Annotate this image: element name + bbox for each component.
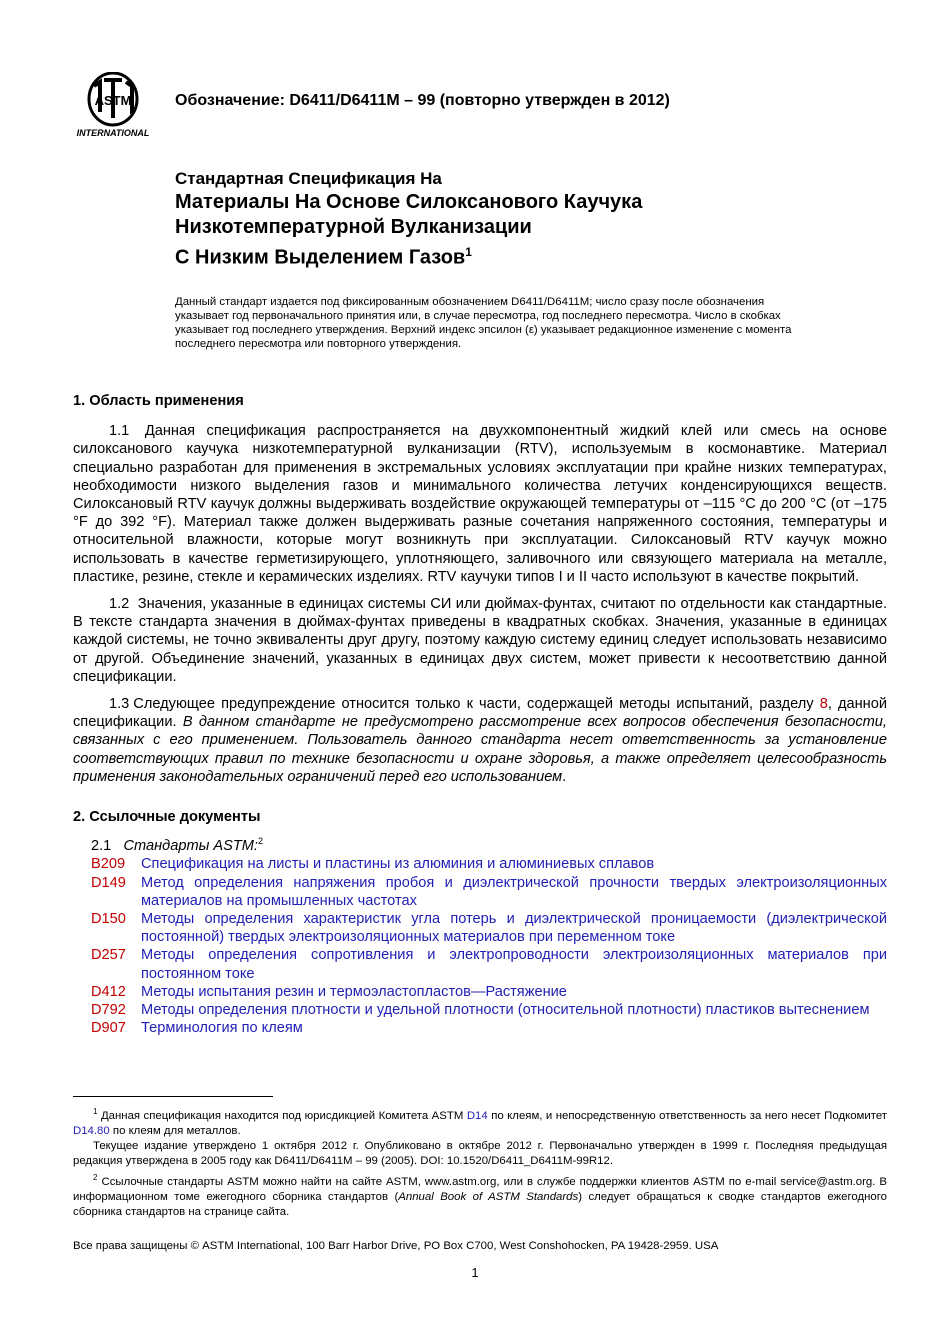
astm-standards-subheading: 2.1 Стандарты ASTM:$^2$ bbox=[91, 836, 264, 855]
reference-title-link[interactable]: Терминология по клеям bbox=[141, 1020, 303, 1037]
section-8-link[interactable]: 8 bbox=[819, 696, 828, 713]
reference-title-link[interactable]: Методы определения характеристик угла потерь и диэлектрической проницаемости (диэлектрической постоянной) твердых электроизоляционных материалов при переменном токе bbox=[141, 910, 887, 946]
reference-code-link[interactable]: D907 bbox=[91, 1020, 126, 1037]
reference-title-link[interactable]: Методы определения сопротивления и электропроводности электроизоляционных материалов при постоянном токе bbox=[141, 947, 887, 982]
preface-note: Данный стандарт издается под фиксированным обозначением D6411/D6411M; число сразу после обозначения указывает год первоначального принятия или, в случае пересмотра, год последнего пересмотра. Число в скобках указывает год последнего утверждения. Верхний индекс эпсилон (ε) указывает редакционное изменение с момента последнего пересмотра или повторного утверждения. bbox=[175, 296, 792, 350]
svg-text:ASTM: ASTM bbox=[94, 93, 132, 108]
reference-code-link[interactable]: D150 bbox=[91, 910, 126, 927]
reference-item bbox=[73, 1019, 887, 1037]
subcommittee-d14-80-link[interactable]: D14.80 bbox=[73, 1125, 110, 1137]
title-line-2: Низкотемпературной Вулканизации bbox=[175, 216, 532, 238]
committee-d14-link[interactable]: D14 bbox=[466, 1109, 488, 1122]
reference-list bbox=[73, 855, 887, 1037]
svg-text:INTERNATIONAL: INTERNATIONAL bbox=[76, 128, 150, 138]
astm-logo bbox=[70, 72, 156, 140]
reference-item bbox=[73, 1001, 887, 1019]
reference-title-link[interactable]: Спецификация на листы и пластины из алюминия и алюминиевых сплавов bbox=[141, 856, 655, 873]
reference-code-link[interactable]: D412 bbox=[91, 983, 126, 1000]
reference-item bbox=[73, 855, 887, 873]
reference-title-link[interactable]: Методы определения плотности и удельной плотности (относительной плотности) пластиков вытеснением bbox=[141, 1001, 870, 1018]
footnote-1-edition: Текущее издание утверждено 1 октября 2012 г. Опубликовано в октябре 2012 г. Первоначально утвержден в 1999 г. Последняя предыдущая редакция утверждена в 2005 году как D6411/D6411M – 99 (2005). DOI: 10.1520/D6411_D6411M-99R12. bbox=[73, 1140, 887, 1168]
footnote-divider bbox=[73, 1096, 273, 1097]
paragraph-1-2: 1.2 Значения, указанные в единицах системы СИ или дюймах-фунтах, считают по отдельности как стандартные. В тексте стандарта значения в дюймах-фунтах приведены в квадратных скобках. Значения, указанные в единицах каждой системы, не точно эквиваленты друг другу, поэтому каждую систему единиц следует использовать независимо от другой. Объединение значений, указанных в единицах двух систем, может привести к несоответствию данной спецификации. bbox=[73, 596, 887, 685]
reference-item bbox=[73, 946, 887, 982]
section-1-heading: 1. Область применения bbox=[73, 393, 244, 409]
reference-code-link[interactable]: D257 bbox=[91, 947, 126, 964]
title-line-1: Материалы На Основе Силоксанового Каучука bbox=[175, 191, 643, 213]
reference-item bbox=[73, 910, 887, 946]
paragraph-1-1: 1.1 Данная спецификация распространяется на двухкомпонентный жидкий клей или смесь на основе силоксанового каучука низкотемпературной вулканизации (RTV), используемым в космонавтике. Материал специально разработан для применения в экстремальных условиях эксплуатации при крайне низких температурах, необходимости низкого выделения газов и минимального количества летучих конденсирующихся веществ. Силоксановый RTV каучук должны выдерживать воздействие окружающей температуры от –115 °C до 200 °C (от –175 °F до 392 °F). Материал также должен выдерживать разные сочетания напряженного состояния, температуры и относительной влажности, которые могут возникнуть при эксплуатации. Силоксановый RTV каучук можно использовать в качестве герметизирующего, уплотняющего, заливочного или связующего материала на металле, пластике, резине, стекле и керамических изделиях. RTV каучуки типов I и II часто используют в качестве покрытий. bbox=[73, 423, 887, 585]
title-block bbox=[175, 168, 642, 271]
reference-code-link[interactable]: B209 bbox=[91, 856, 126, 873]
reference-item bbox=[73, 874, 887, 910]
footnote-2: $^2$ Ссылочные стандарты ASTM можно найти на сайте ASTM, www.astm.org, или в службе поддержки клиентов ASTM по e-mail service@astm.org. В информационном томе ежегодного сборника стандартов (Annual Book of ASTM Standards) следует обращаться к сводке стандартов ежегодного сборника стандартов на странице сайта. bbox=[73, 1172, 887, 1218]
title-footnote-mark: 1 bbox=[465, 245, 472, 259]
title-prefix: Стандартная Спецификация На bbox=[175, 169, 442, 188]
section-2-heading: 2. Ссылочные документы bbox=[73, 809, 261, 826]
footnotes bbox=[73, 1104, 887, 1220]
reference-code-link[interactable]: D792 bbox=[91, 1001, 126, 1018]
reference-item bbox=[73, 983, 887, 1001]
copyright-notice: Все права защищены © ASTM International, 100 Barr Harbor Drive, PO Box C700, West Conshohocken, PA 19428-2959. USA bbox=[73, 1240, 719, 1252]
main-content bbox=[73, 392, 887, 1037]
paragraph-1-3: 1.3 Следующее предупреждение относится только к части, содержащей методы испытаний, разделу 8, данной спецификации. В данном стандарте не предусмотрено рассмотрение всех вопросов обеспечения безопасности, связанных с его применением. Пользователь данного стандарта несет ответственность за установление соответствующих правил по технике безопасности и охране здоровья, а также определяет целесообразность применения законодательных ограничений перед его использованием. bbox=[73, 696, 887, 785]
footnote-1: $^1$ Данная спецификация находится под юрисдикцией Комитета ASTM D14 по клеям, и непосредственную ответственность за него несет Подкомитет D14.80 по клеям для металлов. bbox=[73, 1107, 887, 1137]
document-designation: Обозначение: D6411/D6411M – 99 (повторно утвержден в 2012) bbox=[175, 92, 670, 109]
reference-title-link[interactable]: Методы испытания резин и термоэластопластов—Растяжение bbox=[141, 983, 567, 1000]
reference-title-link[interactable]: Метод определения напряжения пробоя и диэлектрической прочности твердых электроизоляционных материалов на промышленных частотах bbox=[141, 874, 887, 909]
title-line-3: С Низким Выделением Газов$^1$ bbox=[175, 245, 472, 269]
page-number: 1 bbox=[471, 1265, 479, 1280]
reference-code-link[interactable]: D149 bbox=[91, 874, 126, 891]
